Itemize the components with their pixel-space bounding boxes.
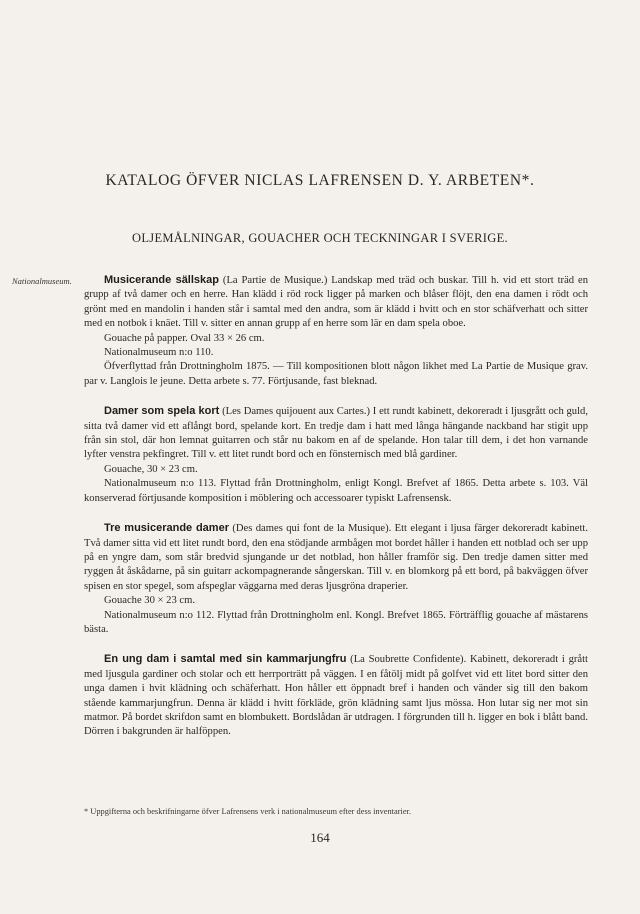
entry-heading: Musicerande sällskap <box>104 274 219 286</box>
catalog-entries <box>84 273 588 755</box>
entry-text: (Des dames qui font de la Musique). Ett elegant i ljusa färger dekoreradt kabinett. Två damer sitta vid ett litet rundt bord, den ena stödjande armbågen mot bordet håller i handen ett notblad och ser upp på en yngre dam, som står bredvid sjungande ur det notblad, hon håller framför sig. Den tredje damen sitter med ryggen åt åskådarne, på sin guitarr ackompagnerande sångerskan. Till v. en blomkorg på ett bord, på bakväggen öfver spisen en stor spegel, som afspeglar väggarna med deras ljusgröna draperier. <box>84 523 588 592</box>
entry-description <box>84 273 588 332</box>
page-number: 164 <box>310 830 330 845</box>
footnote: * Uppgifterna och beskrifningarne öfver Lafrensens verk i nationalmuseum efter dess inventarier. <box>84 807 411 816</box>
entry-text: (La Partie de Musique.) Landskap med träd och buskar. Till h. vid ett stort träd en grupp af två damer och en herre. Han klädd i röd rock ligger på marken och blåser flöjt, den ena damen i rödt och grönt med en mandolin i handen står i samtal med den andra, som är klädd i hvitt och en stor schäfverhatt och sitter med en notbok i knäet. Till v. sitter en annan grupp af en herre som lär en dam spela oboe. <box>84 275 588 330</box>
catalog-title: KATALOG ÖFVER NICLAS LAFRENSEN D. Y. ARBETEN*. <box>105 172 535 189</box>
entry-paragraph: Nationalmuseum n:o 113. Flyttad från Drottningholm, enligt Kongl. Brefvet af 1865. Detta arbete s. 103. Väl konserverad förtjusande komposition i möblering och accessoarer typiskt Lafrensensk. <box>84 478 588 504</box>
entry-description <box>84 652 588 739</box>
entry-paragraph: Gouache, 30 × 23 cm. <box>104 463 198 475</box>
entry-heading: Damer som spela kort <box>104 405 220 418</box>
entry-paragraph: Gouache på papper. Oval 33 × 26 cm. <box>104 332 265 344</box>
catalog-entry <box>84 652 588 739</box>
catalog-entry <box>84 273 588 389</box>
entry-paragraph: Nationalmuseum n:o 110. <box>104 347 214 359</box>
entry-heading: Tre musicerande damer <box>104 522 229 535</box>
entry-text: (La Soubrette Confidente). Kabinett, dekoreradt i grått med ljusgula gardiner och stolar och ett herrporträtt på väggen. I en fåtölj midt på golfvet vid ett litet bord sitter den unga damen i hvit klädning och schäferhatt. Hon håller ett öppnadt bref i handen och vänder sig till den bakom stående kammarjungfrun. Denna är klädd i hvitt förkläde, grön klädning samt ljus mössa. Hon lutar sig ner mot sin matmor. På bordet skrifdon samt en blombukett. Bordslådan är utdragen. I förgrunden till h. ligger en bok i blått band. Dörren i bakgrunden är halföppen. <box>84 654 588 738</box>
entry-paragraph: Nationalmuseum n:o 112. Flyttad från Drottningholm enl. Kongl. Brefvet 1865. Förträfflig gouache af mästarens bästa. <box>84 609 588 635</box>
entry-paragraph: Gouache 30 × 23 cm. <box>104 595 195 607</box>
catalog-entry <box>84 404 588 506</box>
entry-heading: En ung dam i samtal med sin kammarjungfru <box>104 653 347 666</box>
entry-paragraph: Öfverflyttad från Drottningholm 1875. — Till kompositionen blott någon likhet med La Partie de Musique grav. par v. Langlois le jeune. Detta arbete s. 77. Förtjusande, fast bleknad. <box>84 361 588 387</box>
entry-text: (Les Dames quijouent aux Cartes.) I ett rundt kabinett, dekoreradt i ljusgrått och guld, sitta två damer vid ett aflångt bord, spelande kort. En tredje dam i hatt med långa hängande nackband har stigit upp från sin stol, där hon lemnat guitarren och står nu bakom en af de spelande. Hon talar till dem, i det hon varnande lyfter venstra pekfingret. Till v. ett litet rundt bord och en fönsternisch med blå gardiner. <box>84 406 588 461</box>
entry-description <box>84 521 588 594</box>
margin-note: Nationalmuseum. <box>12 276 72 286</box>
catalog-entry <box>84 521 588 637</box>
section-subtitle: OLJEMÅLNINGAR, GOUACHER OCH TECKNINGAR I SVERIGE. <box>132 231 508 245</box>
entry-description <box>84 404 588 463</box>
